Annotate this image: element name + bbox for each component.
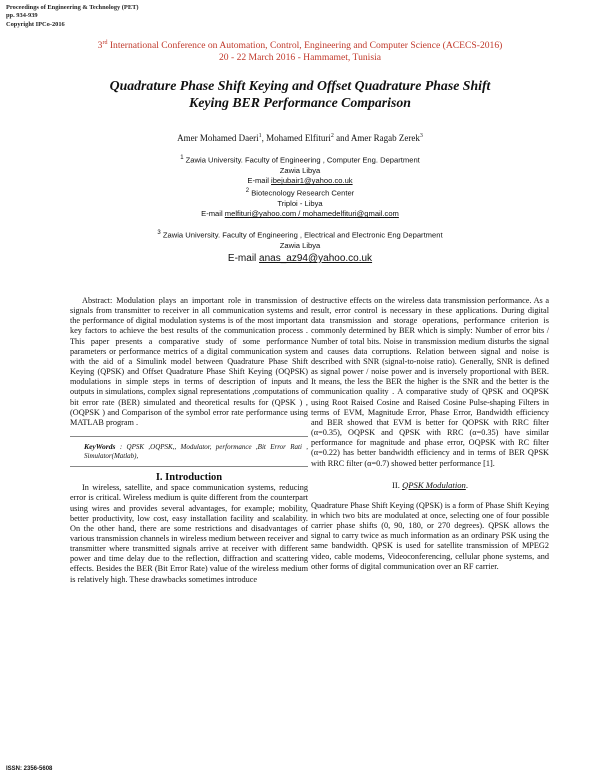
proceedings-copyright: Copyright IPCo-2016 [6,20,65,28]
right-column [311,296,549,572]
proceedings-header [6,4,139,29]
abstract-divider [70,436,308,437]
section-1-text: In wireless, satellite, and space communication systems, reducing error is critical. Wireless medium is quite different from the counterpart using wires and provides several advantages, for example; mobility, better productivity, low cost, easy installation facility and scalability. On the other hand, there are some restrictions and disadvantages of various transmission channels in wireless medium between receiver and transmitter where transmitted signals arrive at receiver with different power and time delay due to the reflection, diffraction and scattering effects. Besides the BER (Bit Error Rate) value of the wireless medium is relatively high. These drawbacks sometimes introduce [70,483,308,584]
affiliation-3: $^3$ Zawia University. Faculty of Engineering , Electrical and Electronic Eng Department Zawia Libya [157,230,443,250]
author-2: , Mohamed Elfituri [261,133,331,143]
issn-footer: ISSN: 2356-5608 [6,766,53,772]
keywords-divider [70,466,308,467]
right-para-1: destructive effects on the wireless data transmission performance. As a result, error control is necessary in these applications. During digital data transmission and storage operations, performance criterion is commonly determined by BER which is simply: Number of error bits / Number of total bits. Noise in transmission medium disturbs the signal and causes data corruptions. Relation between signal and noise is described with SNR (signal-to-noise ratio). Generally, SNR is defined as signal power / noise power and is inversely proportional with BER. It means, the less the BER the higher is the SNR and the better is the communication quality . A comparative study of QPSK and OQPSK using Root Raised Cosine and Raised Cosine Pulse-shaping Filters in terms of EVM, Magnitude Error, Phase Error, Bandwidth efficiency and BER showed that EVM is better for QOPSK with RRC filter (α=0.35), OQPSK and QPSK with RRC (α=0.35) have similar performance for magnitude and phase error, OQPSK with RC filter (α=0.22) has better bandwidth efficiency and in terms of BER QPSK with RRC filter (α=0.7) showed better performance [1]. [311,296,549,468]
proceedings-title: Proceedings of Engineering & Technology (PET) [6,4,139,11]
keywords-label: KeyWords [84,442,116,452]
paper-title: Quadrature Phase Shift Keying and Offset Quadrature Phase Shift Keying BER Performance Comparison [109,78,491,110]
right-para-2: Quadrature Phase Shift Keying (QPSK) is a form of Phase Shift Keying in which two bits are modulated at once, selecting one of four possible carrier phase shifts (0, 90, 180, or 270 degrees). QPSK allows the signal to carry twice as much information as an ordinary PSK using the same bandwidth. QPSK is used for satellite transmission of MPEG2 video, cable modems, Videoconferencing, cellular phone systems, and other forms of digital communication over an RF carrier. [311,500,549,571]
author-list: Amer Mohamed Daeri$^1$, Mohamed Elfituri$^2$ and Amer Ragab Zerek$^3$ [177,133,423,143]
section-2-heading: II. QPSK Modulation. [392,479,468,490]
conference-name: 3rd International Conference on Automation, Control, Engineering and Computer Science (ACECS-2016) [97,40,503,52]
conference-dates: 20 - 22 March 2016 - Hammamet, Tunisia [218,51,381,63]
conference-info [0,38,600,63]
proceedings-pages: pp. 934-939 [6,12,38,20]
author-3: and Amer Ragab Zerek [333,133,420,143]
author-1: Amer Mohamed Daeri [177,133,259,143]
affiliation-2: $^2$ Biotecnology Research Center Triploi - Libya E-mail melfituri@yahoo.com / mohamedelfituri@gmail.com [201,188,399,219]
left-column [70,296,308,585]
email-link-2[interactable]: melfituri@yahoo.com / mohamedelfituri@gmail.com [224,209,399,219]
keywords [70,442,308,461]
keywords-text: : QPSK ,OQPSK,, Modulator, performance ,Bit Error Rati , Simulator(Matlab), [84,443,308,461]
affiliation-3-email: E-mail anas_az94@yahoo.co.uk [227,253,373,264]
abstract: Abstract: Modulation plays an important role in transmission of signals from transmitter to receiver in all communication systems and the performance of digital modulation systems is of the most important key factors to achieve the best results of the communication process . This paper presents a comparative study of some performance parameters or performance metrics of a digital communication system with the aid of a Simulink model between Quadrature Phase Shift Keying (QPSK) and Offset Quadrature Phase Shift Keying (OQPSK) modulations in simple steps in terms of description of inputs and outputs in simulations, complex signal representations ,computations of bit error rate (BER) simulated and theoretical results for (QPSK ) , (OQPSK ) and Comparison of the symbol error rate performance using MATLAB program . [70,296,308,427]
email-link-1[interactable]: ibejubair1@yahoo.co.uk [271,176,353,186]
section-1-heading: I. Introduction [155,472,223,484]
email-link-3[interactable]: anas_az94@yahoo.co.uk [259,253,373,264]
affiliation-1: $^1$ Zawia University. Faculty of Engineering , Computer Eng. Department Zawia Libya E-mail ibejubair1@yahoo.co.uk [180,155,420,186]
